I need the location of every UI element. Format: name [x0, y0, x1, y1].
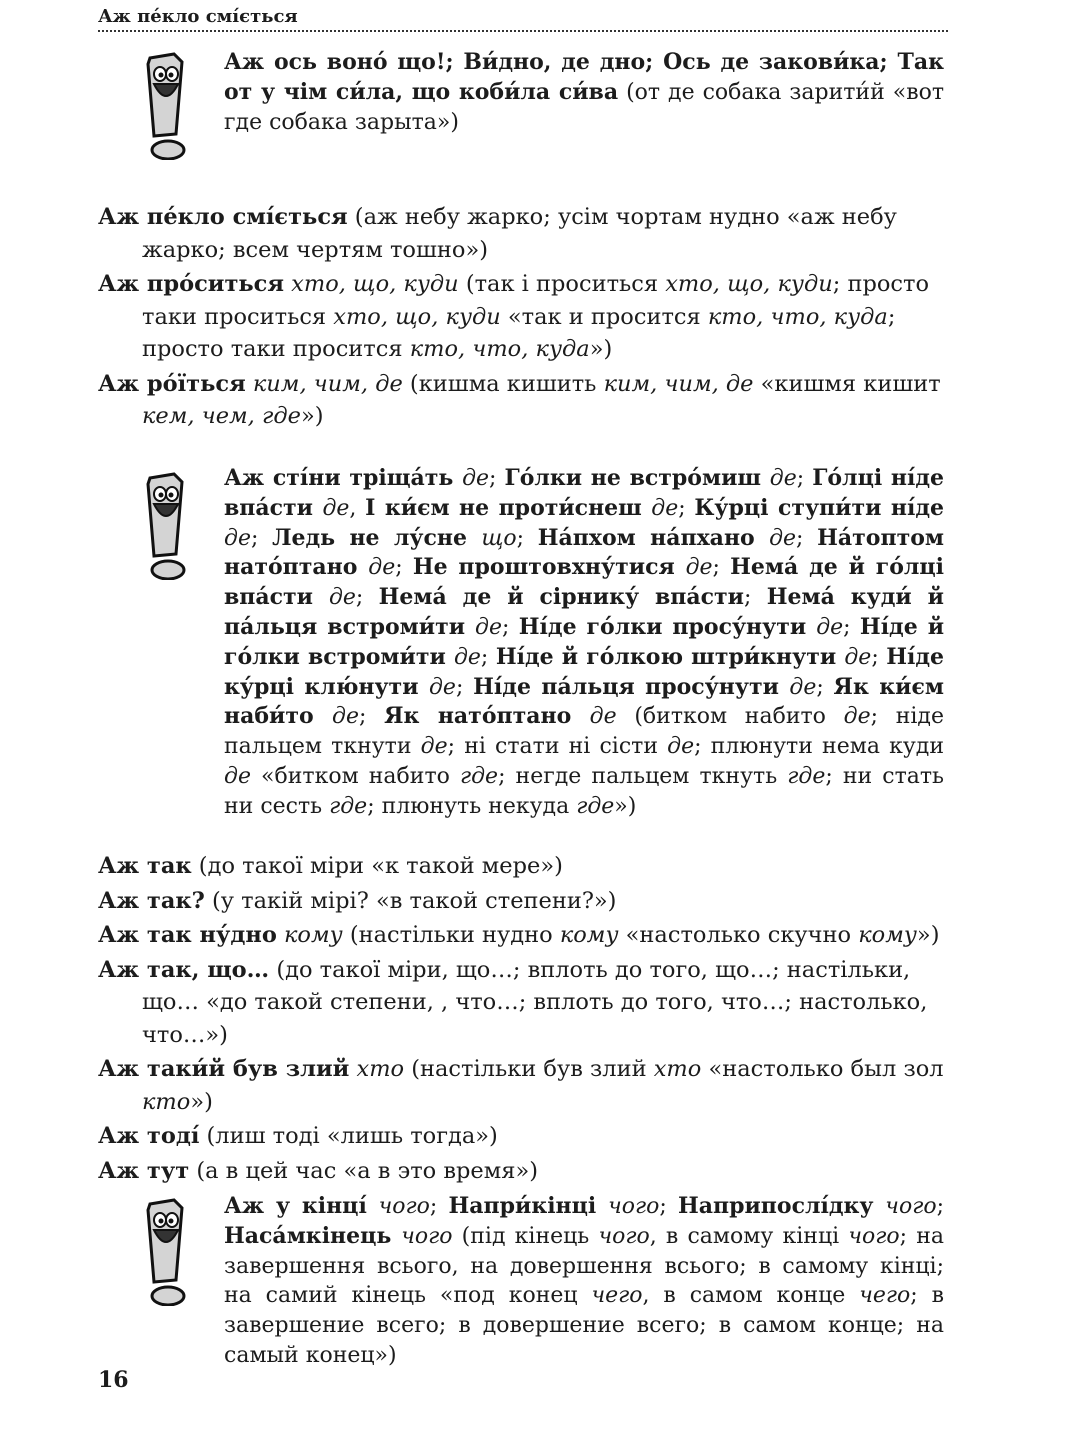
callout-text-1: [224, 48, 944, 137]
dictionary-entry: [98, 1120, 948, 1153]
plain-text: «битком набито: [250, 763, 460, 789]
italic-text: де: [322, 495, 350, 521]
plain-text: ; негде пальцем ткнуть: [498, 763, 788, 789]
plain-text: ;: [796, 525, 818, 551]
headword-text: Го́лці ні́де впа́сти: [224, 465, 945, 521]
plain-text: «так и просится: [500, 303, 708, 330]
dictionary-entry: [98, 919, 948, 952]
headword-text: Ні́де й го́лки встроми́ти: [224, 613, 945, 670]
headword-text: Ледь не лу́сне: [272, 524, 482, 551]
italic-text: де: [816, 614, 844, 640]
plain-text: ;: [502, 614, 519, 640]
plain-text: (битком набито: [616, 704, 844, 730]
plain-text: ; плюнути нема куди: [694, 734, 944, 760]
dictionary-entry: [98, 850, 948, 883]
plain-text: «кишмя кишит: [753, 370, 941, 397]
italic-text: где: [787, 763, 826, 789]
plain-text: ;: [429, 1194, 449, 1219]
italic-text: де: [224, 525, 251, 551]
plain-text: «настолько скучно: [618, 922, 859, 948]
headword-text: Напри́кінці: [448, 1193, 609, 1219]
plain-text: (у такій мірі? «в такой степени?»): [204, 887, 617, 914]
plain-text: (кишма кишить: [402, 370, 604, 397]
headword-text: Аж так, що…: [98, 956, 270, 983]
headword-text: Аж таки́й був злий: [98, 1056, 350, 1082]
italic-text: где: [329, 793, 368, 819]
italic-text: де: [844, 644, 872, 670]
plain-text: »): [916, 922, 940, 948]
italic-text: що: [481, 525, 517, 551]
dictionary-entry: [98, 1053, 948, 1118]
italic-text: де: [769, 466, 797, 491]
italic-text: хто, що, куди: [333, 303, 501, 330]
plain-text: »): [300, 403, 324, 429]
plain-text: , в самом конце: [642, 1283, 860, 1309]
italic-text: ким, чим, де: [252, 370, 403, 397]
plain-text: (під кінець: [452, 1223, 599, 1249]
plain-text: ;: [843, 614, 860, 640]
headword-text: Наприпослі́дку: [677, 1193, 886, 1219]
headword-text: Аж у кінці́: [224, 1193, 379, 1219]
italic-text: кому: [858, 922, 917, 948]
dictionary-entry: [98, 885, 948, 918]
italic-text: кому: [283, 922, 343, 948]
plain-text: (а в цей час «а в это время»): [189, 1157, 538, 1184]
plain-text: ;: [871, 644, 887, 670]
italic-text: где: [459, 763, 499, 789]
italic-text: чого: [885, 1194, 937, 1219]
plain-text: , в самому кінці: [649, 1223, 849, 1249]
plain-text: »): [190, 1088, 213, 1115]
plain-text: ;: [455, 674, 474, 700]
italic-text: кто, что, куда: [409, 336, 590, 362]
plain-text: ;: [250, 525, 273, 551]
plain-text: ;: [516, 525, 538, 551]
plain-text: ;: [355, 585, 379, 611]
italic-text: де: [462, 466, 490, 491]
headword-text: Аж так: [98, 853, 192, 879]
plain-text: ;: [816, 674, 834, 700]
italic-text: де: [224, 763, 251, 789]
italic-text: хто, що, куди: [291, 271, 459, 297]
plain-text: ;: [678, 495, 695, 521]
dictionary-entry: [98, 1155, 948, 1188]
plain-text: ; в завершение всего; в довершение всего; в самом конце; на самый конец»): [224, 1283, 944, 1368]
headword-text: Го́лки не встро́миш: [504, 465, 770, 491]
italic-text: чого: [598, 1223, 650, 1249]
running-head: Аж пе́кло смі́ється: [98, 4, 948, 32]
plain-text: (так і проситься: [458, 271, 666, 297]
headword-text: Аж тоді́: [98, 1123, 200, 1149]
headword-text: Ні́де ку́рці клю́нути: [224, 643, 945, 700]
plain-text: «настолько был зол: [701, 1056, 944, 1082]
headword-text: Аж про́ситься: [98, 271, 285, 297]
italic-text: де: [475, 614, 503, 640]
exclamation-mark-mascot-icon: [140, 470, 196, 580]
plain-text: ; ни стать ни сесть: [224, 763, 945, 819]
callout-text-3: [224, 1192, 944, 1371]
headword-text: Аж тут: [98, 1157, 190, 1184]
italic-text: де: [789, 674, 817, 700]
plain-text: (настільки був злий: [404, 1056, 654, 1082]
headword-text: На́пхом на́пхано: [537, 524, 770, 551]
italic-text: де: [769, 525, 797, 551]
dictionary-entry: [98, 268, 948, 366]
plain-text: ;: [796, 466, 813, 491]
italic-text: где: [576, 793, 615, 819]
italic-text: де: [589, 704, 617, 730]
headword-text: Нема́ де й сірнику́ впа́сти: [378, 584, 744, 611]
headword-text: На́топтом нато́птано: [224, 524, 944, 581]
italic-text: чого: [608, 1194, 660, 1219]
plain-text: ,: [349, 495, 366, 521]
entries-list-b: [98, 850, 948, 1189]
plain-text: ;: [936, 1194, 945, 1219]
headword-text: І ки́єм не проти́снеш: [365, 494, 652, 521]
italic-text: де: [685, 555, 713, 581]
italic-text: чого: [378, 1194, 430, 1219]
plain-text: (аж небу жарко; усім чортам нудно «аж небу жарко; всем чертям тошно»): [142, 204, 897, 263]
dictionary-entry: [98, 368, 948, 433]
italic-text: де: [667, 734, 695, 760]
headword-text: Аж пе́кло смі́ється: [98, 204, 348, 230]
italic-text: де: [420, 734, 448, 760]
headword-text: Наса́мкінець: [224, 1222, 402, 1249]
italic-text: кто, что, куда: [707, 303, 888, 330]
plain-text: [349, 1056, 356, 1082]
plain-text: (лиш тоді «лишь тогда»): [199, 1123, 498, 1149]
italic-text: чего: [591, 1283, 643, 1309]
headword-text: Ні́де па́льця просу́нути: [473, 673, 790, 700]
italic-text: де: [453, 644, 481, 670]
dictionary-entry: [98, 954, 948, 1052]
exclamation-mark-mascot-icon: [140, 1196, 196, 1306]
plain-text: ; просто таки просится: [142, 303, 896, 362]
plain-text: ;: [489, 466, 505, 491]
plain-text: ; плюнуть некуда: [367, 793, 577, 819]
italic-text: де: [328, 585, 356, 611]
italic-text: де: [651, 495, 679, 521]
italic-text: кем, чем, где: [142, 403, 301, 429]
italic-text: хто: [356, 1056, 405, 1082]
italic-text: чого: [401, 1223, 453, 1249]
headword-text: Нема́ куди́ й па́льця встроми́ти: [224, 584, 944, 640]
plain-text: ;: [359, 704, 385, 730]
plain-text: ; ні стати ні сісти: [447, 734, 668, 760]
dictionary-entry: [98, 201, 948, 266]
plain-text: ; просто таки проситься: [142, 271, 929, 330]
plain-text: (настільки нудно: [342, 922, 560, 948]
plain-text: (до такої міри «к такой мере»): [191, 853, 563, 879]
plain-text: ;: [480, 644, 496, 670]
exclamation-mark-mascot-icon: [140, 50, 196, 160]
entries-list-a: [98, 201, 948, 435]
plain-text: ;: [744, 585, 767, 611]
italic-text: де: [332, 704, 360, 730]
plain-text: »): [589, 336, 613, 362]
plain-text: [246, 371, 253, 397]
italic-text: кому: [559, 922, 619, 948]
headword-text: Як нато́птано: [384, 703, 590, 730]
headword-text: Як ки́єм наби́то: [224, 673, 944, 730]
italic-text: чего: [859, 1283, 911, 1309]
italic-text: хто, що, куди: [665, 271, 833, 297]
italic-text: де: [368, 555, 396, 581]
plain-text: [277, 922, 284, 948]
plain-text: (до такої міри, що…; вплоть до того, що…; настільки, що… «до такой степени, , что…; вплоть до того, что…; настолько, что…»): [142, 956, 928, 1048]
italic-text: хто: [653, 1056, 702, 1082]
headword-text: Аж сті́ни тріща́ть: [224, 465, 463, 491]
callout-text-2: [224, 464, 944, 822]
italic-text: кто: [142, 1088, 191, 1115]
plain-text: »): [614, 793, 637, 819]
page-number: 16: [98, 1367, 129, 1393]
plain-text: ; на завершення всього, на довершення всього; в самому кінці; на самий кінець «под конец: [224, 1223, 945, 1309]
italic-text: де: [843, 704, 871, 730]
headword-text: Ні́де й го́лкою штри́кнути: [495, 643, 845, 670]
headword-text: Аж ро́їться: [98, 370, 246, 397]
plain-text: ; ніде пальцем ткнути: [224, 704, 945, 760]
headword-text: Ку́рці ступи́ти ні́де: [694, 494, 944, 521]
italic-text: ким, чим, де: [603, 370, 754, 397]
italic-text: чого: [848, 1223, 900, 1249]
headword-text: Не проштовхну́тися: [412, 554, 686, 581]
headword-text: Аж ось воно́ що!; Ви́дно, де дно; Ось де закови́ка; Так от у чім си́ла, що коби́ла си́ва: [224, 49, 944, 105]
headword-text: Аж так ну́дно: [98, 922, 277, 948]
plain-text: ;: [659, 1194, 678, 1219]
italic-text: де: [428, 674, 456, 700]
headword-text: Нема́ де й го́лці впа́сти: [224, 554, 944, 611]
plain-text: ;: [712, 555, 731, 581]
plain-text: (от де собака зарити́й «вот где собака зарыта»): [224, 79, 944, 135]
headword-text: Аж так?: [98, 887, 205, 914]
headword-text: Ні́де го́лки просу́нути: [518, 613, 817, 640]
plain-text: ;: [395, 555, 413, 581]
